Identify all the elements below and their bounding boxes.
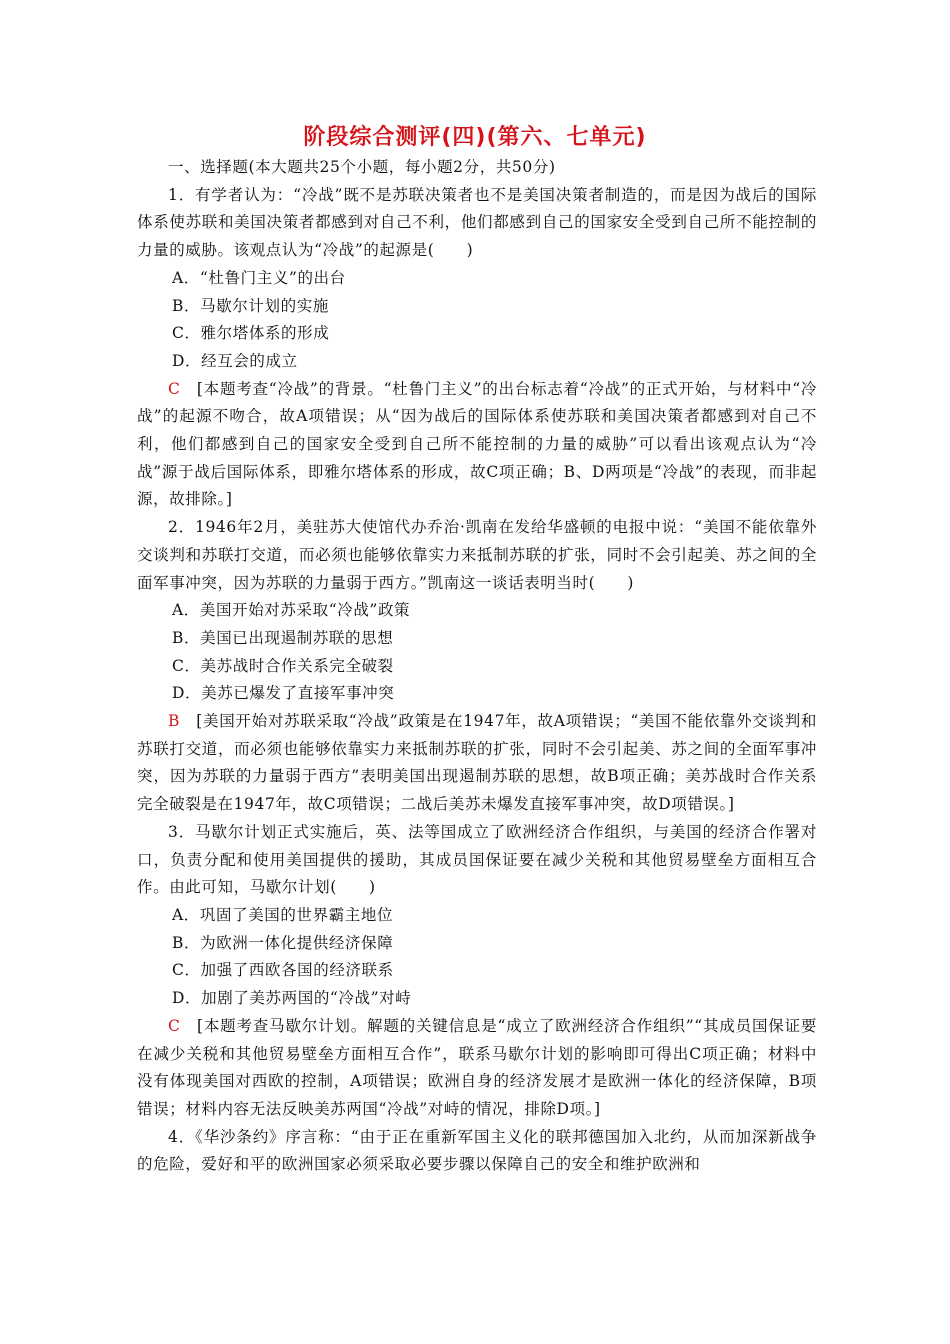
question-3-option-d: D．加剧了美苏两国的“冷战”对峙: [172, 989, 412, 1008]
question-1-explanation-block: [137, 376, 817, 515]
question-1-option-b: B．马歇尔计划的实施: [172, 296, 329, 315]
question-4-stem: 4．《华沙条约》序言称：“由于正在重新军国主义化的联邦德国加入北约，从而加深新战争的危险，爱好和平的欧洲国家必须采取必要步骤以保障自己的安全和维护欧洲和: [137, 1127, 817, 1174]
section-heading: 一、选择题(本大题共25个小题，每小题2分，共50分): [168, 158, 556, 176]
question-3-option-a: A．巩固了美国的世界霸主地位: [172, 905, 394, 924]
question-3-option-c: C．加强了西欧各国的经济联系: [172, 961, 394, 980]
question-3-explanation-block: [137, 1013, 817, 1124]
question-1-answer: C: [168, 379, 181, 398]
question-2-option-a: A．美国开始对苏采取“冷战”政策: [172, 601, 411, 620]
question-2-stem: 2．1946年2月，美驻苏大使馆代办乔治·凯南在发给华盛顿的电报中说：“美国不能依靠外交谈判和苏联打交道，而必须也能够依靠实力来抵制苏联的扩张，同时不会引起美、苏之间的全面军事冲突，因为苏联的力量弱于西方。”凯南这一谈话表明当时( ): [137, 518, 817, 592]
question-2-explanation: [美国开始对苏联采取“冷战”政策是在1947年，故A项错误；“美国不能依靠外交谈判和苏联打交道，而必须也能够依靠实力来抵制苏联的扩张，同时不会引起美、苏之间的全面军事冲突，因为苏联的力量弱于西方”表明美国出现遏制苏联的思想，故B项正确；美苏战时合作关系完全破裂是在1947年，故C项错误；二战后美苏未爆发直接军事冲突，故D项错误。]: [137, 712, 817, 814]
question-2-explanation-block: [137, 708, 817, 819]
question-2-option-c: C．美苏战时合作关系完全破裂: [172, 656, 394, 675]
question-1-stem: 1．有学者认为：“冷战”既不是苏联决策者也不是美国决策者制造的，而是因为战后的国际体系使苏联和美国决策者都感到对自己不利，他们都感到自己的国家安全受到自己所不能控制的力量的威胁。该观点认为“冷战”的起源是( ): [137, 185, 817, 260]
document-body: [137, 154, 817, 1179]
question-2-option-b: B．美国已出现遏制苏联的思想: [172, 628, 394, 647]
question-3-answer: C: [168, 1016, 181, 1035]
question-3-option-b: B．为欧洲一体化提供经济保障: [172, 933, 394, 952]
question-2-option-d: D．美苏已爆发了直接军事冲突: [172, 684, 395, 703]
question-3-stem: 3．马歇尔计划正式实施后，英、法等国成立了欧洲经济合作组织，与美国的经济合作署对口，负责分配和使用美国提供的援助，其成员国保证要在减少关税和其他贸易壁垒方面相互合作。由此可知，马歇尔计划( ): [137, 822, 817, 897]
question-1-explanation: [本题考查“冷战”的背景。“杜鲁门主义”的出台标志着“冷战”的正式开始，与材料中“冷战”的起源不吻合，故A项错误；从“因为战后的国际体系使苏联和美国决策者都感到对自己不利，他们都感到自己的国家安全受到自己所不能控制的力量的威胁”可以看出该观点认为“冷战”源于战后国际体系，即雅尔塔体系的形成，故C项正确；B、D两项是“冷战”的表现，而非起源，故排除。]: [137, 379, 817, 509]
page-title: 阶段综合测评(四)(第六、七单元): [303, 125, 647, 150]
question-1-option-d: D．经互会的成立: [172, 351, 298, 370]
question-3-explanation: [本题考查马歇尔计划。解题的关键信息是“成立了欧洲经济合作组织”“其成员国保证要在减少关税和其他贸易壁垒方面相互合作”，联系马歇尔计划的影响即可得出C项正确；材料中没有体现美国对西欧的控制，A项错误；欧洲自身的经济发展才是欧洲一体化的经济保障，B项错误；材料内容无法反映美苏两国“冷战”对峙的情况，排除D项。]: [137, 1016, 817, 1118]
question-1-option-c: C．雅尔塔体系的形成: [172, 324, 330, 343]
question-1-option-a: A．“杜鲁门主义”的出台: [172, 268, 346, 287]
question-2-answer: B: [168, 712, 180, 731]
